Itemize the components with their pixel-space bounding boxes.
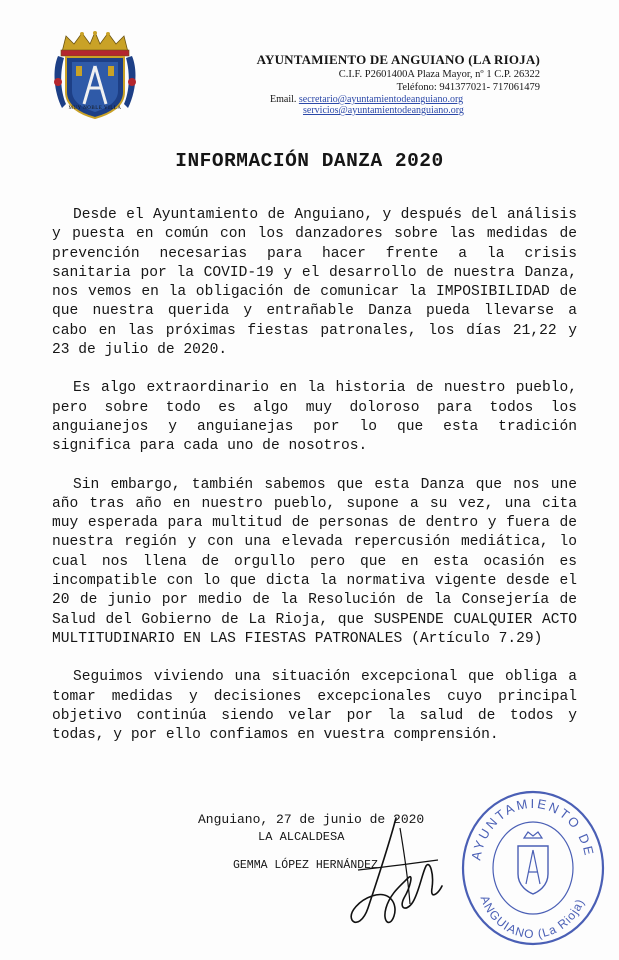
signature-role: LA ALCALDESA bbox=[258, 830, 345, 844]
paragraph: Es algo extraordinario en la historia de nuestro pueblo, pero sobre todo es algo muy doloroso para todos los anguianejos y anguianejas por lo que esta tradición significa para cada uno de nosotros. bbox=[52, 380, 577, 455]
paragraph: Seguimos viviendo una situación excepcional que obliga a tomar medidas y decisiones excepcionales cuyo principal objetivo continúa siendo velar por la salud de todos y todas, y por ello confiamos en vuestra comprensión. bbox=[52, 669, 577, 744]
letterhead-email-row bbox=[200, 94, 540, 105]
svg-text:ANGUIANO (La Rioja) bbox=[478, 894, 588, 942]
coat-caption: MUY NOBLE VILLA bbox=[68, 106, 122, 111]
letterhead-cif: C.I.F. P2601400A Plaza Mayor, nº 1 C.P. 26322 bbox=[338, 69, 540, 80]
document-title: INFORMACIÓN DANZA 2020 bbox=[175, 150, 444, 172]
email-link-secretario[interactable]: secretario@ayuntamientodeanguiano.org bbox=[298, 94, 464, 105]
stamp-text-top: AYUNTAMIENTO DE bbox=[468, 795, 598, 862]
document-body bbox=[52, 206, 577, 764]
email-link-servicios[interactable]: servicios@ayuntamientodeanguiano.org bbox=[303, 105, 464, 116]
letterhead-email-row-2 bbox=[200, 105, 540, 116]
paragraph: Desde el Ayuntamiento de Anguiano, y después del análisis y puesta en común con los danzadores sobre las medidas de prevención necesarias para hacer frente a la crisis sanitaria por la COVID-19 y el desarrollo de nuestra Danza, nos vemos en la obligación de comunicar la IMPOSIBILIDAD de que nuestra querida y entrañable Danza pueda llevarse a cabo en las próximas fiestas patronales, los días 21,22 y 23 de julio de 2020. bbox=[52, 207, 577, 359]
handwritten-signature bbox=[338, 808, 448, 933]
email-label: Email. bbox=[270, 94, 297, 105]
official-stamp bbox=[458, 788, 608, 948]
signature-name: GEMMA LÓPEZ HERNÁNDEZ bbox=[233, 859, 378, 872]
stamp-text-bottom: ANGUIANO (La Rioja) bbox=[477, 893, 588, 942]
letterhead-phone: Teléfono: 941377021- 717061479 bbox=[396, 82, 540, 93]
paragraph: Sin embargo, también sabemos que esta Danza que nos une año tras año en nuestro pueblo, supone a su vez, una cita muy esperada para multitud de personas de dentro y fuera de nuestra región y con una elevada repercusión mediática, lo cual nos llena de orgullo pero que en esta ocasión es incompatible con lo que dicta la normativa vigente desde el 20 de junio por medio de la Resolución de la Consejería de Salud del Gobierno de La Rioja, que SUSPENDE CUALQUIER ACTO MULTITUDINARIO EN LAS FIESTAS PATRONALES (Artículo 7.29) bbox=[52, 476, 577, 647]
letterhead-title: AYUNTAMIENTO DE ANGUIANO (LA RIOJA) bbox=[256, 52, 540, 67]
signature-place-date: Anguiano, 27 de junio de 2020 bbox=[198, 812, 425, 827]
letterhead bbox=[200, 52, 540, 116]
